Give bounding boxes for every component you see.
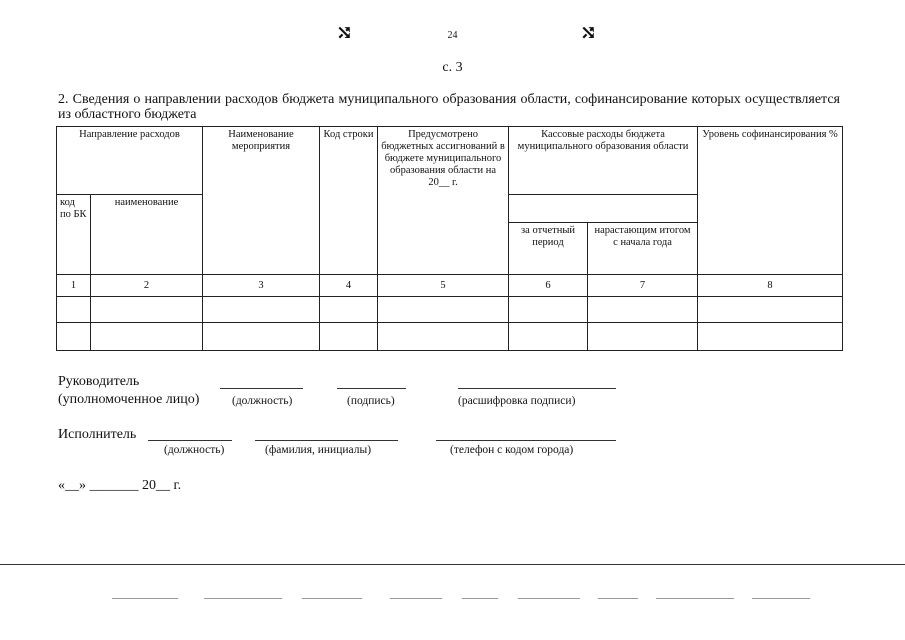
scan-artifact-line [598,598,638,599]
scan-mark-right: ⤭ [580,22,597,44]
table-cell[interactable] [698,323,843,351]
header-level: Уровень софинансирования % [698,127,843,275]
signature-line[interactable] [337,388,406,389]
column-number: 3 [203,275,320,297]
column-number: 4 [320,275,378,297]
executor-label: Исполнитель [58,427,137,442]
scan-artifact-line [752,598,810,599]
head-title: Руководитель [58,374,140,389]
table-cell[interactable] [91,297,203,323]
column-number: 7 [588,275,698,297]
section-heading: 2. Сведения о направлении расходов бюджета муниципального образования области, софинансирование которых осуществляется из областного бюджета [58,92,840,122]
decoding-caption: (расшифровка подписи) [458,395,576,407]
head-subtitle: (уполномоченное лицо) [58,392,200,407]
scan-artifact-line [204,598,282,599]
header-planned: Предусмотрено бюджетных ассигнований в бюджете муниципального образования области на 20__ г. [378,127,509,275]
table-cell[interactable] [378,323,509,351]
table-row [57,297,843,323]
table-cell[interactable] [588,297,698,323]
column-number: 2 [91,275,203,297]
sheet-label: с. 3 [442,60,463,75]
header-cash: Кассовые расходы бюджета муниципального образования области [509,127,698,195]
header-period: за отчетный период [509,223,588,275]
decoding-line[interactable] [458,388,616,389]
executor-name-caption: (фамилия, инициалы) [265,444,372,456]
scan-artifact-line [390,598,442,599]
table-cell[interactable] [91,323,203,351]
column-number: 1 [57,275,91,297]
table-cell[interactable] [320,297,378,323]
table-cell[interactable] [509,297,588,323]
header-bk-code: код по БК [57,195,91,275]
scan-artifact-line [656,598,734,599]
table-cell[interactable] [203,323,320,351]
table-cell[interactable] [320,323,378,351]
expenditure-table [56,126,843,351]
scan-artifact-line [518,598,580,599]
executor-position-line[interactable] [148,440,232,441]
column-number: 8 [698,275,843,297]
date-line: «__» _______ 20__ г. [58,478,182,493]
table-cell[interactable] [57,323,91,351]
signature-caption: (подпись) [347,395,395,407]
executor-phone-caption: (телефон с кодом города) [450,444,574,456]
header-event: Наименование мероприятия [203,127,320,275]
header-name: наименование [91,195,203,275]
executor-position-caption: (должность) [164,444,225,456]
page-divider [0,564,905,565]
position-caption: (должность) [232,395,293,407]
table-cell[interactable] [698,297,843,323]
scan-mark-left: ⤭ [336,22,353,44]
table-cell[interactable] [203,297,320,323]
header-cumulative: нарастающим итогом с начала года [588,223,698,275]
table-cell[interactable] [378,297,509,323]
executor-name-line[interactable] [255,440,398,441]
scan-artifact-line [302,598,362,599]
position-line[interactable] [220,388,303,389]
column-number: 6 [509,275,588,297]
table-cell[interactable] [509,323,588,351]
column-number-row [57,275,843,297]
header-code: Код строки [320,127,378,275]
table-row [57,323,843,351]
scan-artifact-line [462,598,498,599]
scan-artifact-line [112,598,178,599]
header-cash-spacer [509,195,698,223]
header-direction: Направление расходов [57,127,203,195]
table-cell[interactable] [57,297,91,323]
column-number: 5 [378,275,509,297]
page-number: 24 [447,30,458,41]
executor-phone-line[interactable] [436,440,616,441]
table-cell[interactable] [588,323,698,351]
